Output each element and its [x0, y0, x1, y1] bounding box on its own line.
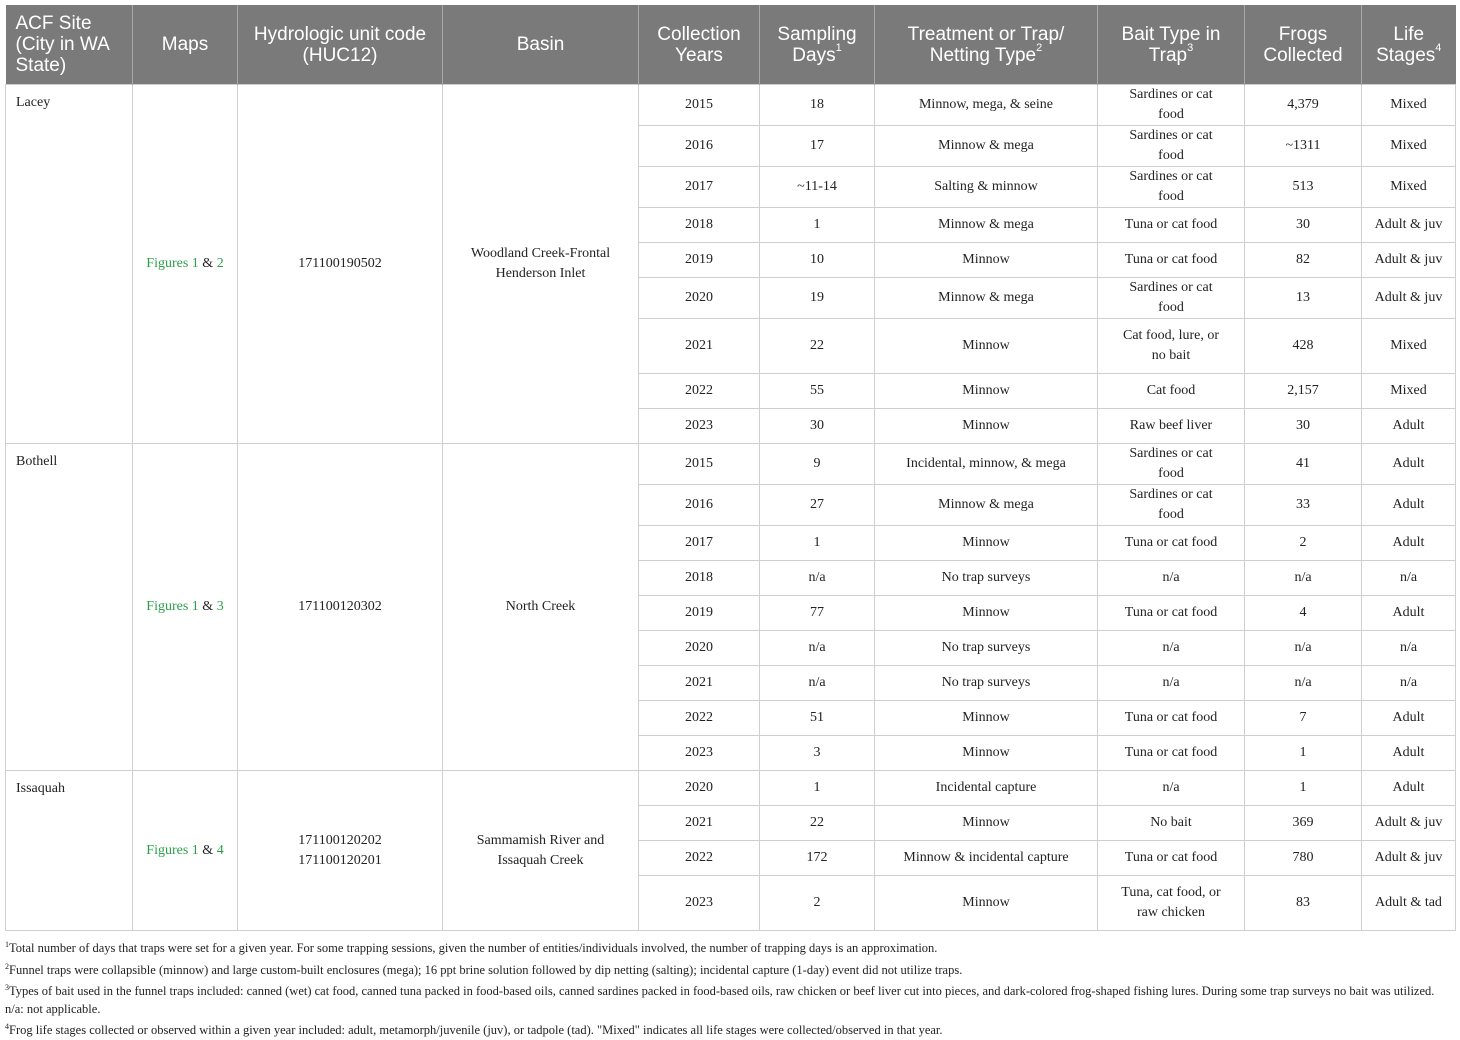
bait-type: Sardines or cat food — [1098, 167, 1245, 208]
collection-year: 2018 — [639, 561, 760, 596]
collection-year: 2022 — [639, 841, 760, 876]
trap-type: Minnow — [875, 526, 1098, 561]
footnote — [5, 936, 1455, 958]
frogs-collected: 2,157 — [1245, 374, 1362, 409]
header-maps: Maps — [133, 5, 238, 85]
bait-type: n/a — [1098, 771, 1245, 806]
header-site: ACF Site (City in WA State) — [6, 5, 133, 85]
life-stages: Adult — [1362, 736, 1456, 771]
collection-year: 2021 — [639, 666, 760, 701]
sampling-days: n/a — [760, 666, 875, 701]
trap-type: Minnow & mega — [875, 126, 1098, 167]
bait-type: n/a — [1098, 666, 1245, 701]
trap-type: Minnow — [875, 243, 1098, 278]
header-stages-label: Life Stages — [1376, 23, 1436, 66]
life-stages: Adult — [1362, 526, 1456, 561]
life-stages: Adult & juv — [1362, 278, 1456, 319]
header-years: Collection Years — [639, 5, 760, 85]
sampling-days: 10 — [760, 243, 875, 278]
basin-name: Sammamish River and Issaquah Creek — [443, 771, 639, 931]
life-stages: Adult & juv — [1362, 806, 1456, 841]
footnote-number: 3 — [5, 983, 9, 993]
header-trap-label: Treatment or Trap/ Netting Type — [907, 23, 1065, 66]
footnote-ref: 2 — [1036, 42, 1043, 55]
bait-type: Sardines or cat food — [1098, 444, 1245, 485]
huc-value: 171100120302 — [298, 599, 382, 614]
header-stages — [1362, 5, 1456, 85]
trap-type: Minnow — [875, 596, 1098, 631]
header-row — [6, 5, 1456, 85]
basin-name: North Creek — [443, 444, 639, 771]
life-stages: Adult — [1362, 596, 1456, 631]
huc-value: 171100120202 — [298, 832, 382, 848]
frogs-collected: 369 — [1245, 806, 1362, 841]
maps-cell — [133, 444, 238, 771]
footnote-number: 1 — [5, 940, 9, 949]
frogs-collected: 82 — [1245, 243, 1362, 278]
sampling-days: 55 — [760, 374, 875, 409]
sampling-days: 22 — [760, 319, 875, 374]
bait-type: Tuna or cat food — [1098, 701, 1245, 736]
huc-value: 171100120201 — [298, 852, 382, 868]
footnote-number: 2 — [5, 961, 9, 971]
trap-type: No trap surveys — [875, 631, 1098, 666]
frogs-collected: 780 — [1245, 841, 1362, 876]
bait-type: Sardines or cat food — [1098, 485, 1245, 526]
footnote — [5, 958, 1455, 980]
frogs-collected: 4 — [1245, 596, 1362, 631]
table-body — [6, 85, 1456, 931]
collection-year: 2019 — [639, 596, 760, 631]
sampling-days: 3 — [760, 736, 875, 771]
life-stages: n/a — [1362, 666, 1456, 701]
sampling-days: 77 — [760, 596, 875, 631]
life-stages: Mixed — [1362, 85, 1456, 126]
collection-year: 2022 — [639, 701, 760, 736]
collection-year: 2015 — [639, 444, 760, 485]
collection-year: 2016 — [639, 485, 760, 526]
site-name: Issaquah — [6, 771, 133, 931]
collection-year: 2022 — [639, 374, 760, 409]
figure-link[interactable]: Figures — [146, 599, 189, 614]
sampling-days: 51 — [760, 701, 875, 736]
header-days-label: Sampling Days — [777, 23, 857, 66]
basin-name: Woodland Creek-Frontal Henderson Inlet — [443, 85, 639, 444]
frogs-collected: ~1311 — [1245, 126, 1362, 167]
collection-year: 2016 — [639, 126, 760, 167]
sampling-days: n/a — [760, 631, 875, 666]
life-stages: Mixed — [1362, 126, 1456, 167]
bait-type: Sardines or cat food — [1098, 126, 1245, 167]
trap-type: Minnow — [875, 374, 1098, 409]
bait-type: Tuna or cat food — [1098, 596, 1245, 631]
trap-type: Minnow — [875, 806, 1098, 841]
ampersand: & — [202, 599, 214, 614]
frogs-collected: n/a — [1245, 561, 1362, 596]
life-stages: Adult — [1362, 444, 1456, 485]
footnotes — [5, 936, 1455, 1040]
table-row — [6, 771, 1456, 806]
trap-type: Incidental, minnow, & mega — [875, 444, 1098, 485]
trap-type: Minnow & mega — [875, 485, 1098, 526]
life-stages: Adult & juv — [1362, 243, 1456, 278]
bait-type: Sardines or cat food — [1098, 85, 1245, 126]
trap-type: Minnow — [875, 876, 1098, 931]
collection-year: 2018 — [639, 208, 760, 243]
figure-link[interactable]: 1 — [191, 256, 199, 271]
bait-type: No bait — [1098, 806, 1245, 841]
collection-year: 2023 — [639, 876, 760, 931]
huc-code — [238, 444, 443, 771]
frogs-collected: 1 — [1245, 736, 1362, 771]
collection-year: 2015 — [639, 85, 760, 126]
figure-link[interactable]: 1 — [191, 842, 199, 858]
life-stages: n/a — [1362, 561, 1456, 596]
frogs-collected: 1 — [1245, 771, 1362, 806]
ampersand: & — [202, 842, 214, 858]
collection-year: 2017 — [639, 167, 760, 208]
sampling-days: 2 — [760, 876, 875, 931]
life-stages: Mixed — [1362, 374, 1456, 409]
site-name: Lacey — [6, 85, 133, 444]
life-stages: Mixed — [1362, 167, 1456, 208]
table-container — [5, 5, 1455, 1040]
figure-link[interactable]: 4 — [216, 842, 224, 858]
collection-year: 2019 — [639, 243, 760, 278]
bait-type: Tuna or cat food — [1098, 841, 1245, 876]
frogs-collected: n/a — [1245, 631, 1362, 666]
site-name: Bothell — [6, 444, 133, 771]
header-bait-label: Bait Type in Trap — [1121, 23, 1221, 66]
sampling-days: 1 — [760, 208, 875, 243]
bait-type: Raw beef liver — [1098, 409, 1245, 444]
maps-cell — [133, 771, 238, 931]
table-row — [6, 444, 1456, 485]
life-stages: Adult — [1362, 771, 1456, 806]
bait-type: n/a — [1098, 561, 1245, 596]
collection-year: 2021 — [639, 806, 760, 841]
frogs-collected: 13 — [1245, 278, 1362, 319]
life-stages: Adult & juv — [1362, 841, 1456, 876]
trap-type: Incidental capture — [875, 771, 1098, 806]
footnote-text: Funnel traps were collapsible (minnow) and large custom-built enclosures (mega); 16 ppt brine solution followed by dip netting (salting); incidental capture (1-day) event did not utilize traps. — [9, 962, 963, 977]
footnote-text: Types of bait used in the funnel traps included: canned (wet) cat food, canned tuna packed in food-based oils, canned sardines packed in food-based oils, raw chicken or beef liver cut into pieces, and dark-colored frog-shaped fishing lures. During some trap surveys no bait was utilized. n/a: not applicable. — [5, 984, 1435, 1016]
footnote-number: 4 — [5, 1022, 9, 1032]
bait-type: Cat food, lure, or no bait — [1098, 319, 1245, 374]
header-bait — [1098, 5, 1245, 85]
header-days — [760, 5, 875, 85]
frogs-collected: 2 — [1245, 526, 1362, 561]
sampling-days: 9 — [760, 444, 875, 485]
bait-type: Cat food — [1098, 374, 1245, 409]
sampling-days: 30 — [760, 409, 875, 444]
huc-value: 171100190502 — [298, 256, 382, 271]
figure-link[interactable]: 2 — [216, 256, 224, 271]
maps-cell — [133, 85, 238, 444]
trap-type: No trap surveys — [875, 561, 1098, 596]
trap-type: Minnow & mega — [875, 208, 1098, 243]
life-stages: Adult & tad — [1362, 876, 1456, 931]
frogs-collected: 30 — [1245, 208, 1362, 243]
collection-year: 2020 — [639, 631, 760, 666]
life-stages: Adult — [1362, 485, 1456, 526]
trap-type: Salting & minnow — [875, 167, 1098, 208]
collection-year: 2021 — [639, 319, 760, 374]
figure-link[interactable]: 3 — [216, 599, 224, 614]
huc-code — [238, 85, 443, 444]
sampling-days: 22 — [760, 806, 875, 841]
collection-year: 2017 — [639, 526, 760, 561]
figure-link[interactable]: Figures — [146, 842, 189, 858]
header-frogs: Frogs Collected — [1245, 5, 1362, 85]
frogs-collected: 83 — [1245, 876, 1362, 931]
sampling-days: n/a — [760, 561, 875, 596]
collection-year: 2023 — [639, 736, 760, 771]
footnote — [5, 1018, 1455, 1040]
table-row — [6, 85, 1456, 126]
life-stages: n/a — [1362, 631, 1456, 666]
frogs-collected: 41 — [1245, 444, 1362, 485]
trap-type: Minnow — [875, 319, 1098, 374]
trap-type: Minnow — [875, 409, 1098, 444]
header-basin: Basin — [443, 5, 639, 85]
trap-type: Minnow & mega — [875, 278, 1098, 319]
trap-type: Minnow, mega, & seine — [875, 85, 1098, 126]
sampling-days: 17 — [760, 126, 875, 167]
trap-type: Minnow & incidental capture — [875, 841, 1098, 876]
frogs-collected: 428 — [1245, 319, 1362, 374]
sampling-days: 27 — [760, 485, 875, 526]
bait-type: Tuna, cat food, or raw chicken — [1098, 876, 1245, 931]
bait-type: n/a — [1098, 631, 1245, 666]
frogs-collected: 33 — [1245, 485, 1362, 526]
bait-type: Tuna or cat food — [1098, 526, 1245, 561]
frog-collection-table — [5, 5, 1456, 931]
huc-code — [238, 771, 443, 931]
footnote-text: Total number of days that traps were set for a given year. For some trapping sessions, given the number of entities/individuals involved, the number of trapping days is an approximation. — [9, 941, 938, 956]
sampling-days: ~11-14 — [760, 167, 875, 208]
footnote-ref: 1 — [835, 42, 842, 55]
frogs-collected: n/a — [1245, 666, 1362, 701]
footnote-ref: 4 — [1435, 42, 1442, 55]
trap-type: Minnow — [875, 701, 1098, 736]
footnote — [5, 979, 1455, 1018]
bait-type: Tuna or cat food — [1098, 736, 1245, 771]
sampling-days: 172 — [760, 841, 875, 876]
figure-link[interactable]: 1 — [191, 599, 199, 614]
header-trap — [875, 5, 1098, 85]
frogs-collected: 30 — [1245, 409, 1362, 444]
bait-type: Sardines or cat food — [1098, 278, 1245, 319]
collection-year: 2020 — [639, 771, 760, 806]
footnote-text: Frog life stages collected or observed within a given year included: adult, metamorph/juvenile (juv), or tadpole (tad). "Mixed" indicates all life stages were collected/observed in that year. — [9, 1023, 943, 1038]
frogs-collected: 513 — [1245, 167, 1362, 208]
trap-type: Minnow — [875, 736, 1098, 771]
bait-type: Tuna or cat food — [1098, 243, 1245, 278]
life-stages: Adult — [1362, 409, 1456, 444]
sampling-days: 1 — [760, 771, 875, 806]
frogs-collected: 7 — [1245, 701, 1362, 736]
footnote-ref: 3 — [1187, 42, 1194, 55]
sampling-days: 19 — [760, 278, 875, 319]
trap-type: No trap surveys — [875, 666, 1098, 701]
sampling-days: 18 — [760, 85, 875, 126]
figure-link[interactable]: Figures — [146, 256, 189, 271]
bait-type: Tuna or cat food — [1098, 208, 1245, 243]
collection-year: 2020 — [639, 278, 760, 319]
life-stages: Adult & juv — [1362, 208, 1456, 243]
sampling-days: 1 — [760, 526, 875, 561]
header-huc: Hydrologic unit code (HUC12) — [238, 5, 443, 85]
frogs-collected: 4,379 — [1245, 85, 1362, 126]
collection-year: 2023 — [639, 409, 760, 444]
life-stages: Mixed — [1362, 319, 1456, 374]
ampersand: & — [202, 256, 214, 271]
life-stages: Adult — [1362, 701, 1456, 736]
